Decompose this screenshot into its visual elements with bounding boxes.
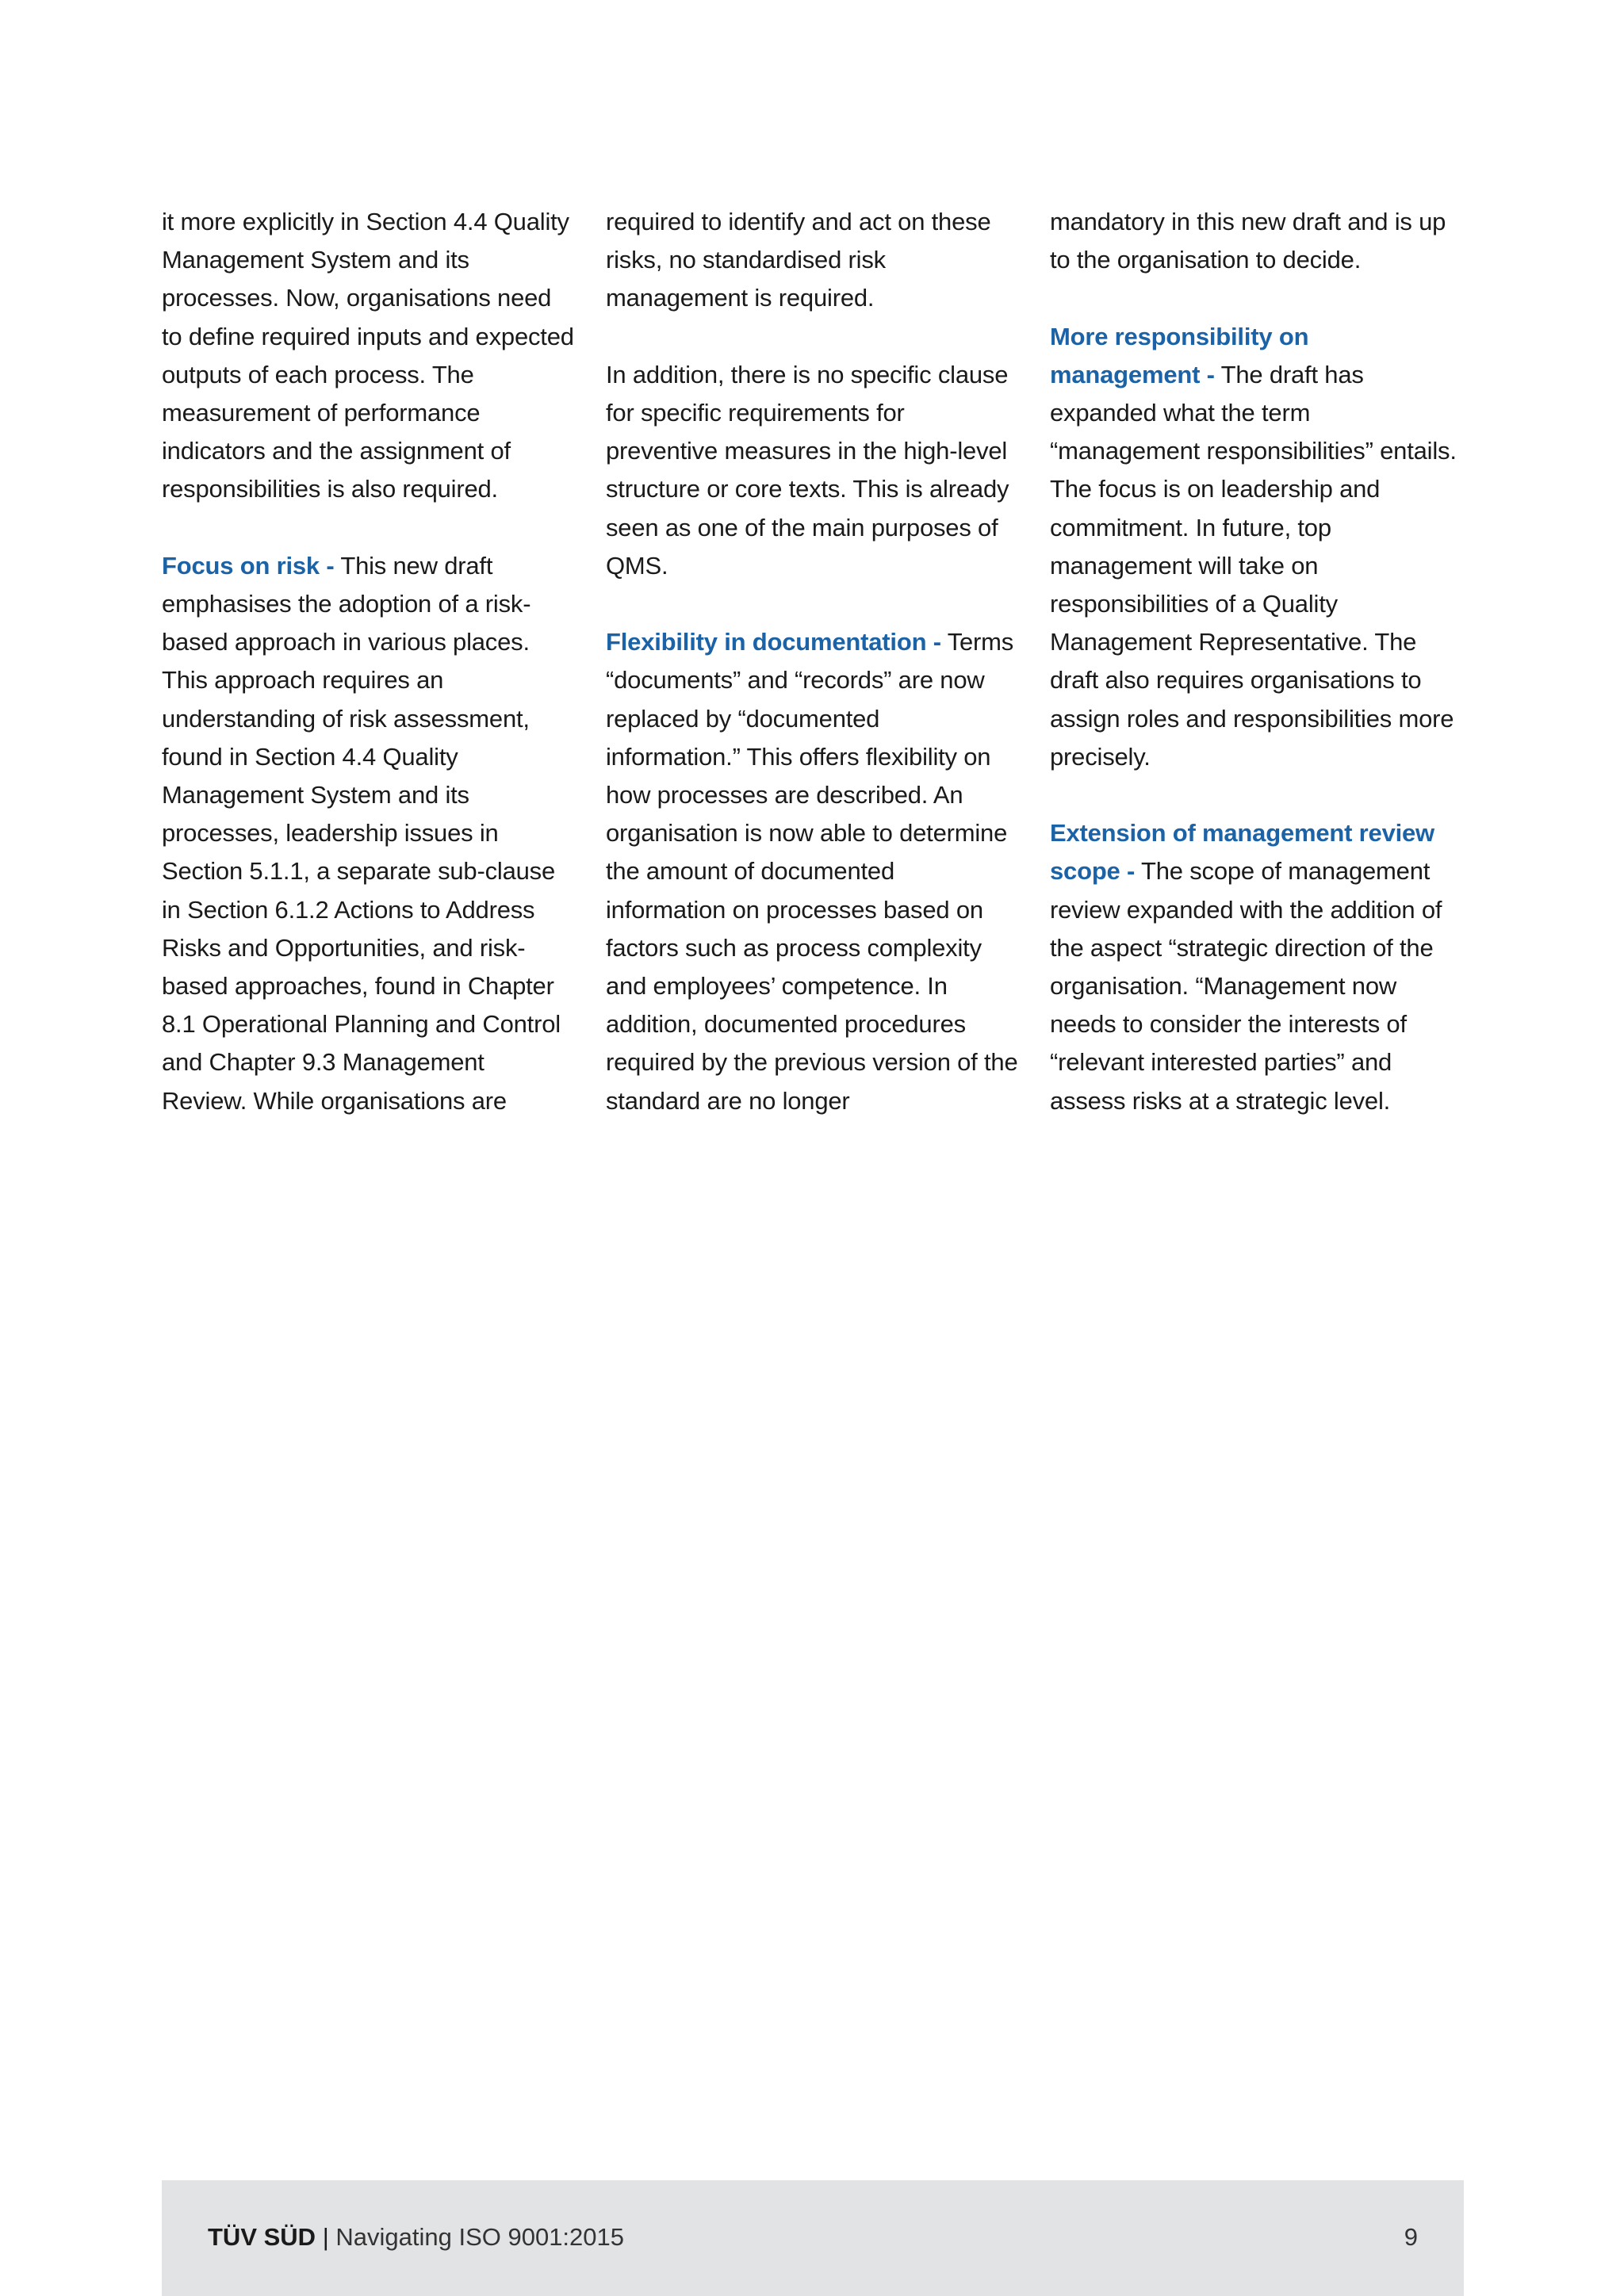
page-footer: [162, 2180, 1464, 2296]
paragraph-text: The scope of management review expanded with the addition of the aspect “strategic direction of the organisation. “Management now needs to consider the interests of “relevant interested parties” and assess risks at a strategic level.: [1050, 857, 1442, 1115]
document-title: Navigating ISO 9001:2015: [335, 2223, 625, 2251]
footer-title: [208, 2221, 624, 2253]
paragraph: it more explicitly in Section 4.4 Quality Management System and its processes. Now, organisations need to define required inputs and expected outputs of each process. The measurement of performance indicators and the assignment of responsibilities is also required.: [162, 208, 574, 503]
body-columns: [162, 203, 1462, 1120]
paragraph: required to identify and act on these risks, no standardised risk management is required.: [606, 208, 991, 312]
paragraph: mandatory in this new draft and is up to the organisation to decide.: [1050, 208, 1446, 274]
page-number: 9: [1404, 2223, 1418, 2251]
section-heading-flexibility-in-documentation: Flexibility in documentation -: [606, 628, 941, 656]
paragraph: [606, 623, 1018, 1120]
paragraph: [1050, 814, 1462, 1120]
paragraph-text: This new draft emphasises the adoption of a risk-based approach in various places. This approach requires an understanding of risk assessment, found in Section 4.4 Quality Management System and its processes, leadership issues in Section 5.1.1, a separate sub-clause in Section 6.1.2 Actions to Address Risks and Opportunities, and risk-based approaches, found in Chapter 8.1 Operational Planning and Control and Chapter 9.3 Management Review. While organisations are: [162, 551, 561, 1115]
paragraph: [162, 547, 574, 1120]
column-3: [1050, 203, 1462, 1120]
column-1: [162, 203, 574, 1120]
paragraph-text: Terms “documents” and “records” are now replaced by “documented information.” This offers flexibility on how processes are described. An organisation is now able to determine the amount of documented information on processes based on factors such as process complexity and employees’ competence. In addition, documented procedures required by the previous version of the standard are no longer: [606, 628, 1018, 1115]
brand-name: TÜV SÜD: [208, 2223, 316, 2251]
column-2: [606, 203, 1018, 1120]
paragraph: [1050, 318, 1462, 776]
section-heading-more-responsibility: More responsibility on management -: [1050, 322, 1309, 388]
paragraph: In addition, there is no specific clause for specific requirements for preventive measures in the high-level structure or core texts. This is already seen as one of the main purposes of QMS.: [606, 360, 1009, 580]
paragraph-text: The draft has expanded what the term “management responsibilities” entails. The focus is on leadership and commitment. In future, top management will take on responsibilities of a Quality Management Representative. The draft also requires organisations to assign roles and responsibilities more precisely.: [1050, 360, 1457, 771]
section-heading-management-review: Extension of management review scope -: [1050, 819, 1434, 886]
section-heading-focus-on-risk: Focus on risk -: [162, 551, 335, 580]
footer-separator: |: [316, 2223, 336, 2251]
